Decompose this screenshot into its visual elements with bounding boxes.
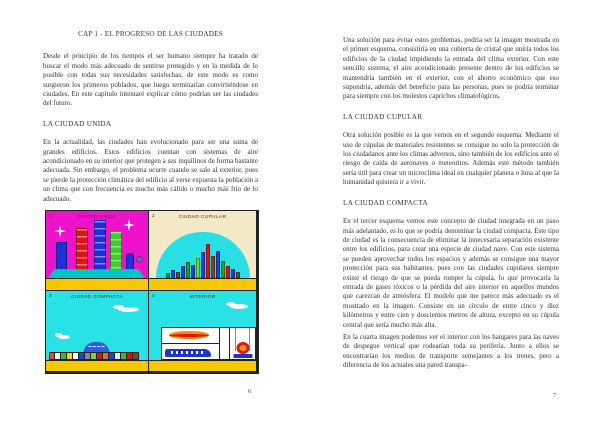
- panel-ciudad-unida: [46, 211, 148, 290]
- panel-number: 2: [152, 213, 155, 219]
- dome-building: [181, 266, 185, 278]
- panel-interior: [149, 291, 256, 371]
- dome-skyline: [166, 244, 240, 278]
- paragraph-intro: Desde el principio de los tiempos el ser humano siempre ha tratado de buscar el modo más adecuado de sentirse protegido y en la medida de lo posible con todas sus necesidades satisfechas, de este modo es como surgieron los primeros poblados, que luego terminarían convirtiéndose en ciudades. En este capítulo intentaré explicar cómo podrían ser las ciudades del futuro.: [43, 52, 258, 108]
- dome-building: [216, 251, 220, 278]
- panel-label: INTERIOR: [189, 293, 216, 299]
- panel-number: 3: [49, 293, 52, 299]
- cloud: [58, 335, 70, 339]
- dome-building: [196, 258, 200, 278]
- dome-building: [201, 252, 205, 278]
- panel-number: 4: [152, 293, 155, 299]
- paragraph-ciudad-unida: En la actualidad, las ciudades han evolucionado para ser una suma de grandes edificios. Estos edificios cuentan con sistemas de aire acondicionado en su interior que protegen a sus inquilinos de forma bastante adecuada. Sin embargo, el problema ocurre cuando se sale al exterior, pues se pierde la protección climática del edificio al verse expuesta la población a un clima que con frecuencia es mucho más cálido o mucho más frío de lo adecuado.: [43, 138, 258, 203]
- paragraph-cuarta-imagen: En la cuarta imagen podemos ver el interior con los hangares para las naves de despegue vertical que rodearían toda su periferia. Junto a ellos se encontrarían los medios de transporte semejantes a los trenes, pero a diferencia de los actuales una pared transpa-: [343, 332, 559, 370]
- ground-band: [46, 278, 148, 290]
- sphere-pod: [236, 342, 249, 354]
- section-heading-la-ciudad-unida: LA CIUDAD UNIDA: [43, 119, 112, 128]
- elevator-bay: [230, 328, 255, 359]
- page-number: 6: [248, 388, 252, 395]
- panel-ciudad-compacta: [46, 291, 148, 371]
- section-heading-la-ciudad-compacta: LA CIUDAD COMPACTA: [343, 198, 428, 207]
- chapter-title: CAP 1 - EL PROGRESO DE LAS CIUDADES: [78, 30, 223, 38]
- panel-number: 1: [49, 213, 52, 219]
- panel-label: CIUDAD UNIDA: [77, 213, 117, 219]
- paragraph-solucion: Una solución para evitar estos problemas, podría ser la imagen mostrada en el primer esquema, consistiría en una cubierta de cristal que uniría todos los edificios de la ciudad impidiendo la entrada del clima exterior. Con este sencillo sistema, el aire acondicionado presente dentro de los edificios se mantendría también en el exterior, con el ahorro económico que eso supondría, además del beneficio para las personas, pues se podría terminar para siempre con los molestos caprichos climatológicos.: [343, 36, 559, 101]
- dome-building: [226, 266, 230, 278]
- panel-label: CIUDAD CUPULAR: [178, 213, 227, 219]
- figure-city-diagrams: [45, 210, 259, 374]
- saucer-stripe: [169, 334, 209, 337]
- panel-label: CIUDAD COMPACTA: [71, 293, 123, 299]
- monorail-train: [165, 349, 211, 357]
- city-module: [133, 352, 139, 360]
- ground-band: [149, 360, 256, 371]
- cloud: [118, 307, 139, 312]
- flying-saucer: [169, 331, 209, 339]
- train-windows: [171, 351, 205, 354]
- dome-building: [171, 270, 175, 278]
- right-page: [343, 36, 559, 371]
- building: [76, 228, 88, 276]
- section-heading-la-ciudad-cupular: LA CIUDAD CUPULAR: [343, 112, 423, 121]
- dome-building: [191, 265, 195, 278]
- compact-city-modules: [49, 352, 139, 360]
- dome-building: [186, 262, 190, 278]
- building: [94, 220, 106, 276]
- pod-base: [233, 354, 252, 358]
- dome-building: [211, 256, 215, 278]
- ground-band: [46, 360, 148, 371]
- hangar-structure: [161, 327, 256, 360]
- page-number: 7: [553, 392, 557, 399]
- dome-building: [206, 244, 210, 278]
- dome-building: [221, 261, 225, 278]
- cloud: [230, 304, 248, 309]
- dome-building: [231, 269, 235, 278]
- train-bay: [162, 344, 219, 359]
- skyscrapers: [46, 214, 148, 276]
- hangar-shaft: [220, 328, 230, 359]
- saucer-bay: [162, 328, 219, 344]
- city-ground: [48, 269, 145, 278]
- ground-band: [149, 278, 256, 290]
- left-page: [43, 30, 258, 374]
- sphere-core: [239, 345, 246, 351]
- paragraph-ciudad-cupular: Otra solución posible es la que vemos en el segundo esquema. Mediante el uso de cúpulas de materiales resistentes se consigue no solo la protección de los ciudadanos ante los climas adversos, sino también de los edificios ante el riesgo de caída de aeronaves o meteoritos. Además este método también sería útil para crear un microclima ideal en cualquier planeta o luna al que la humanidad quisiera ir a vivir.: [343, 131, 559, 187]
- paragraph-ciudad-compacta: En el tercer esquema vemos este concepto de ciudad integrada en un paso más adelantado, es lo que se podría denominar la ciudad compacta. Este tipo de ciudad es la consecuencia de eliminar la innecesaria separación existente entre los edificios, para crear una especie de ciudad nave. Con este sistema se pueden aprovechar todos los espacios y además se consigue una mayor protección para sus habitantes, pues con las ciudades cupulares siempre existe el riesgo de que se pueda romper la cúpula, lo que provocaría la entrada de gases tóxicos o la pérdida del aire interior en aquellos mundos que carezcan de atmósfera. El modelo que me parece más adecuado es el mostrado en la imagen. Consiste en un círculo de entre cinco y diez kilómetros y entre cien y doscientos metros de altura, excepto en su cúpula central que sería mucho más alta.: [343, 217, 559, 329]
- panel-ciudad-cupular: [149, 211, 256, 290]
- hangar-left-column: [162, 328, 220, 359]
